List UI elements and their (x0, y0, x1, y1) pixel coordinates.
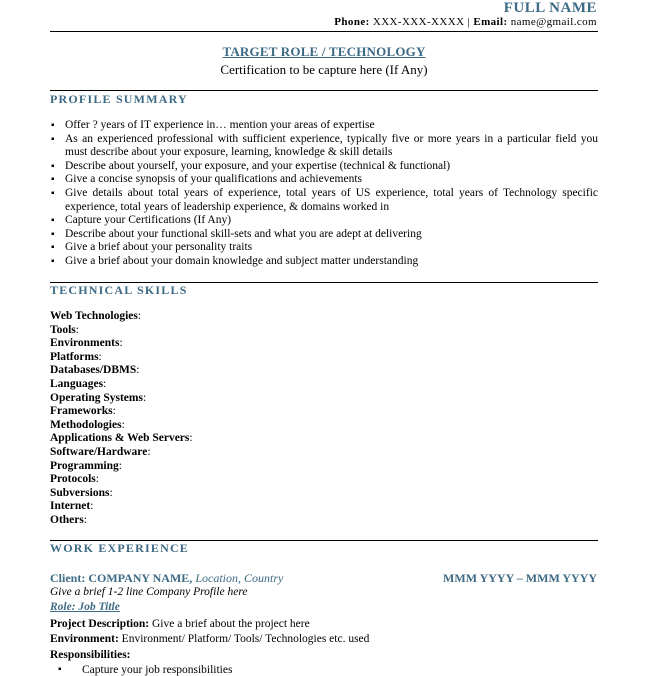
skill-row: Databases/DBMS: (50, 364, 140, 377)
list-item: ▪ Describe about yourself, your exposure, and your expertise (technical & functional) (50, 160, 598, 174)
certification-line: Certification to be capture here (If Any) (220, 62, 428, 77)
email-label: Email: (473, 16, 508, 28)
list-item: ▪ As an experienced professional with sufficient experience, typically five or more years in a particular field you must describe about your exposure, learning, knowledge & skill details (50, 133, 598, 160)
technical-skills-title: TECHNICAL SKILLS (50, 283, 188, 297)
environment-label: Environment: (50, 633, 119, 645)
target-role: TARGET ROLE / TECHNOLOGY (222, 44, 426, 59)
profile-summary-list (50, 119, 598, 269)
skill-row: Tools: (50, 323, 79, 336)
project-label: Project Description: (50, 618, 150, 630)
environment-line (50, 633, 369, 645)
skill-row: Protocols: (50, 473, 99, 486)
list-item: ▪ Offer ? years of IT experience in… mention your areas of expertise (50, 119, 598, 133)
list-item: ▪ Give a concise synopsis of your qualifications and achievements (50, 173, 598, 187)
work-experience-title: WORK EXPERIENCE (50, 541, 190, 555)
skill-row: Web Technologies: (50, 310, 142, 322)
client-name: Client: COMPANY NAME, (50, 571, 193, 585)
contact-separator: | (467, 16, 471, 28)
responsibilities-label: Responsibilities: (50, 649, 131, 661)
client-location: Location, Country (195, 571, 284, 585)
environment-text: Environment/ Platform/ Tools/ Technologies etc. used (121, 633, 370, 645)
header-divider (50, 31, 598, 32)
skill-row: Platforms: (50, 350, 102, 363)
list-item: ▪ Describe about your functional skill-sets and what you are adept at delivering (50, 228, 598, 242)
role-title: Role: Job Title (50, 601, 120, 613)
skill-row: Others: (50, 513, 88, 526)
full-name: FULL NAME (503, 0, 597, 16)
skill-row: Frameworks: (50, 405, 116, 418)
contact-line (334, 16, 597, 28)
skill-row: Methodologies: (50, 418, 125, 431)
client-line (50, 571, 283, 586)
skill-row: Subversions: (50, 486, 113, 499)
skill-row: Applications & Web Servers: (50, 432, 193, 445)
skill-row: Environments: (50, 337, 123, 350)
project-text: Give a brief about the project here (151, 618, 310, 630)
project-description (50, 618, 310, 630)
list-item: ▪ Give details about total years of experience, total years of US experience, total years of Technology specific experience, total years of leadership experience, & domains worked in (50, 187, 598, 214)
company-profile: Give a brief 1-2 line Company Profile here (50, 586, 248, 598)
list-item: ▪ Capture your job responsibilities (62, 664, 232, 676)
phone-value: XXX-XXX-XXXX (372, 16, 465, 28)
profile-summary-title: PROFILE SUMMARY (50, 92, 188, 106)
list-item: ▪ Capture your Certifications (If Any) (50, 214, 598, 228)
skills-list (50, 310, 193, 528)
employment-dates: MMM YYYY – MMM YYYY (443, 571, 597, 585)
list-item: ▪ Give a brief about your personality traits (50, 241, 598, 255)
skill-row: Languages: (50, 377, 107, 390)
profile-divider (50, 90, 598, 91)
skill-row: Operating Systems: (50, 391, 147, 404)
role-line (50, 601, 120, 613)
phone-label: Phone: (334, 16, 370, 28)
skill-row: Programming: (50, 459, 122, 472)
skill-row: Internet: (50, 500, 94, 513)
list-item: ▪ Give a brief about your domain knowledge and subject matter understanding (50, 255, 598, 269)
skill-row: Software/Hardware: (50, 445, 151, 458)
email-value: name@gmail.com (510, 16, 597, 28)
